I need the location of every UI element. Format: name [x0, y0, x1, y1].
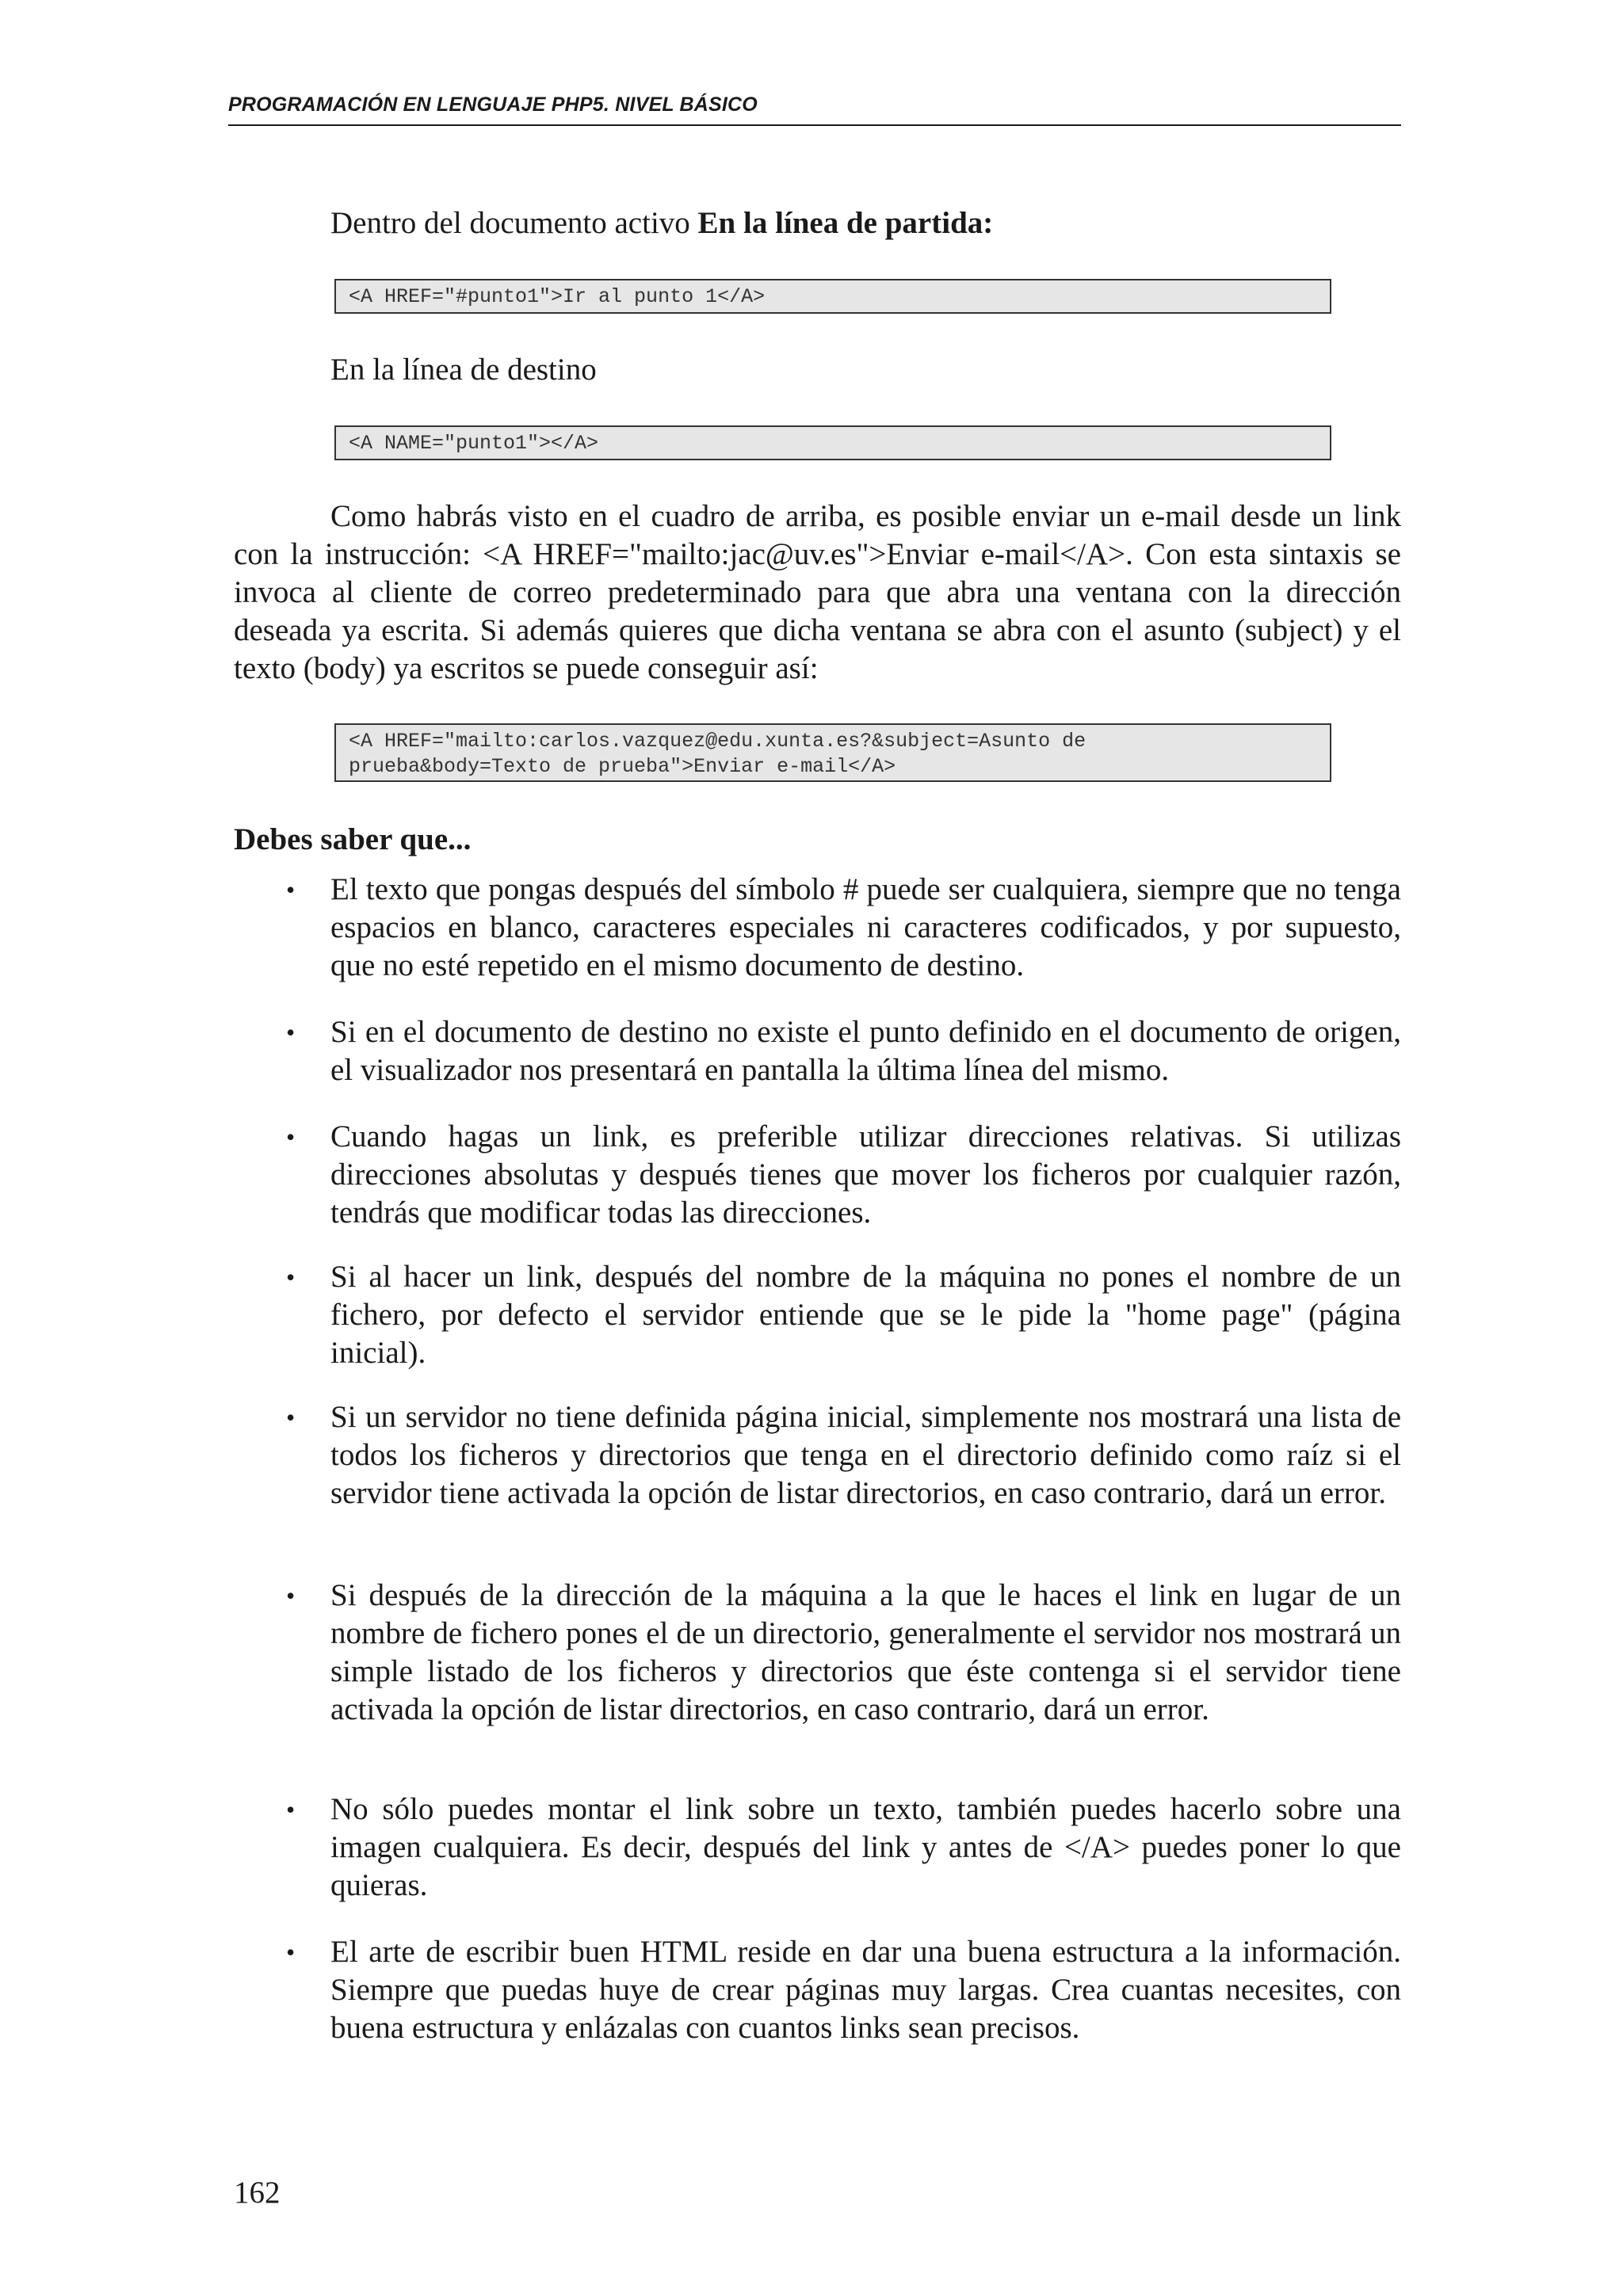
list-item [234, 1577, 1401, 1729]
list-item-text: El arte de escribir buen HTML reside en dar una buena estructura a la información. Siempre que puedas huye de crear páginas muy largas. Crea cuantas necesites, con buena estructura y enlázalas con cuantos links sean precisos. [330, 1935, 1401, 2045]
paragraph-mailto: Como habrás visto en el cuadro de arriba, es posible enviar un e-mail desde un link con la instrucción: <A HREF="mailto:jac@uv.es">Enviar e-mail</A>. Con esta sintaxis se invoca al cliente de correo predeterminado para que abra una ventana con la dirección deseada ya escrita. Si además quieres que dicha ventana se abra con el asunto (subject) y el texto (body) ya escritos se puede conseguir así: [234, 499, 1401, 685]
intro-line [330, 204, 1401, 242]
list-item-text: No sólo puedes montar el link sobre un texto, también puedes hacerlo sobre una imagen cualquiera. Es decir, después del link y antes de </A> puedes poner lo que quieras. [330, 1792, 1401, 1902]
bullet-icon: • [286, 875, 296, 904]
bullet-icon: • [286, 1123, 296, 1151]
header-rule [228, 124, 1401, 126]
section-heading: Debes saber que... [234, 822, 472, 856]
list-item [234, 871, 1401, 985]
bullet-icon: • [286, 1938, 296, 1966]
destination-line: En la línea de destino [330, 353, 597, 387]
list-item-text: Si al hacer un link, después del nombre de la máquina no pones el nombre de un fichero, por defecto el servidor entiende que se le pide la "home page" (página inicial). [330, 1260, 1401, 1370]
list-item [234, 1933, 1401, 2047]
bullet-icon: • [286, 1263, 296, 1291]
list-item [234, 1398, 1401, 1512]
bullet-icon: • [286, 1403, 296, 1432]
list-item-text: Cuando hagas un link, es preferible utilizar direcciones relativas. Si utilizas direcciones absolutas y después tienes que mover los ficheros por cualquier razón, tendrás que modificar todas las direcciones. [330, 1119, 1401, 1230]
code-box-start-link: <A HREF="#punto1">Ir al punto 1</A> [334, 279, 1331, 314]
list-item [234, 1258, 1401, 1372]
list-item-text: Si después de la dirección de la máquina a la que le haces el link en lugar de un nombre de fichero pones el de un directorio, generalmente el servidor nos mostrará un simple listado de los ficheros y directorios que éste contenga si el servidor tiene activada la opción de listar directorios, en caso contrario, dará un error. [330, 1578, 1401, 1726]
page-number: 162 [234, 2176, 281, 2210]
bullet-icon: • [286, 1581, 296, 1610]
list-item [234, 1791, 1401, 1905]
code-box-mailto: <A HREF="mailto:carlos.vazquez@edu.xunta.es?&subject=Asunto de prueba&body=Texto de prueba">Enviar e-mail</A> [334, 723, 1331, 782]
list-item-text: Si en el documento de destino no existe el punto definido en el documento de origen, el visualizador nos presentará en pantalla la última línea del mismo. [330, 1015, 1401, 1087]
list-item-text: Si un servidor no tiene definida página inicial, simplemente nos mostrará una lista de todos los ficheros y directorios que tenga en el directorio definido como raíz si el servidor tiene activada la opción de listar directorios, en caso contrario, dará un error. [330, 1400, 1401, 1510]
bullet-icon: • [286, 1795, 296, 1824]
list-item [234, 1118, 1401, 1232]
list-item [234, 1013, 1401, 1089]
bullet-icon: • [286, 1018, 296, 1047]
code-box-destination-anchor: <A NAME="punto1"></A> [334, 425, 1331, 460]
list-item-text: El texto que pongas después del símbolo # puede ser cualquiera, siempre que no tenga espacios en blanco, caracteres especiales ni caracteres codificados, y por supuesto, que no esté repetido en el mismo documento de destino. [330, 872, 1401, 982]
running-header: PROGRAMACIÓN EN LENGUAJE PHP5. NIVEL BÁSICO [228, 93, 758, 116]
intro-lead-text: Dentro del documento activo [330, 206, 698, 240]
intro-lead-bold: En la línea de partida: [697, 206, 994, 240]
